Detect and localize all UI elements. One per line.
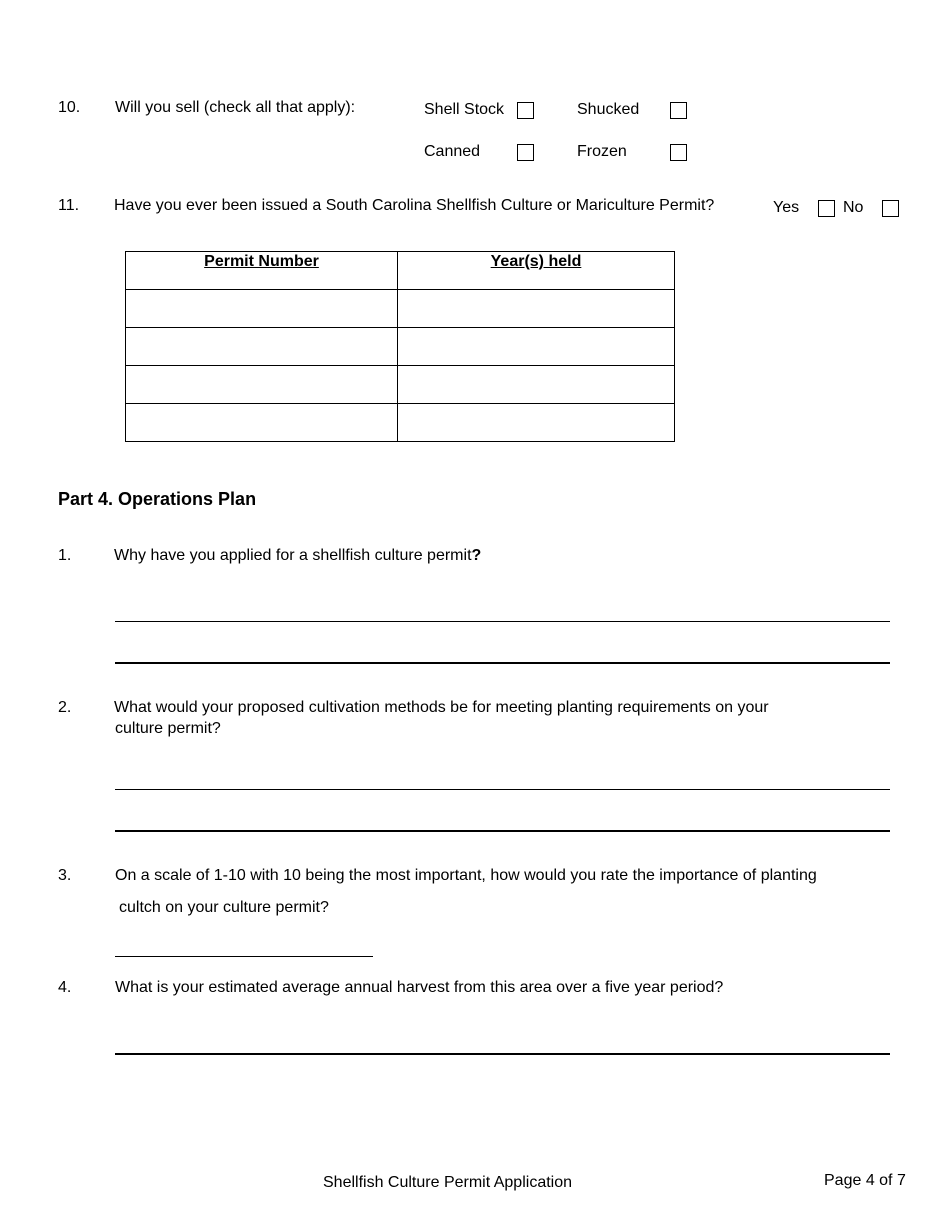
years-held-header: Year(s) held [398, 252, 675, 290]
option-shucked-label: Shucked [577, 101, 640, 118]
p4-q1-answer-line-1[interactable] [115, 621, 890, 622]
years-held-cell[interactable] [398, 366, 675, 404]
option-canned-label: Canned [424, 143, 481, 160]
table-row [126, 366, 675, 404]
table-row [126, 404, 675, 442]
option-shell-stock-label: Shell Stock [424, 101, 505, 118]
q11-no-checkbox[interactable] [882, 200, 899, 217]
years-held-cell[interactable] [398, 328, 675, 366]
table-row [126, 328, 675, 366]
permit-number-cell[interactable] [126, 290, 398, 328]
q11-no-label: No [843, 199, 864, 216]
table-header-row [126, 252, 675, 290]
shucked-checkbox[interactable] [670, 102, 687, 119]
q11-yes-checkbox[interactable] [818, 200, 835, 217]
permit-number-header: Permit Number [126, 252, 398, 290]
p4-q1-question-mark: ? [471, 547, 482, 564]
p4-q2-text-line2: culture permit? [115, 720, 221, 737]
permit-number-cell[interactable] [126, 366, 398, 404]
p4-q4-number: 4. [58, 979, 72, 996]
p4-q2-answer-line-1[interactable] [115, 789, 890, 790]
q11-yes-label: Yes [773, 199, 800, 216]
p4-q1-question: Why have you applied for a shellfish culture permit [114, 547, 472, 564]
q11-text: Have you ever been issued a South Carolina Shellfish Culture or Mariculture Permit? [114, 197, 715, 214]
p4-q1-text [114, 548, 481, 564]
p4-q3-text-line2: cultch on your culture permit? [119, 899, 329, 916]
q10-text: Will you sell (check all that apply): [115, 99, 356, 116]
years-held-cell[interactable] [398, 404, 675, 442]
p4-q4-text: What is your estimated average annual harvest from this area over a five year period? [115, 979, 724, 996]
permit-number-cell[interactable] [126, 404, 398, 442]
part4-heading: Part 4. Operations Plan [58, 489, 257, 509]
page-number: Page 4 of 7 [824, 1172, 906, 1189]
p4-q3-number: 3. [58, 867, 72, 884]
p4-q1-number: 1. [58, 547, 72, 564]
years-held-cell[interactable] [398, 290, 675, 328]
p4-q1-answer-line-2[interactable] [115, 662, 890, 664]
q10-number: 10. [58, 99, 81, 116]
option-frozen-label: Frozen [577, 143, 627, 160]
frozen-checkbox[interactable] [670, 144, 687, 161]
permit-number-cell[interactable] [126, 328, 398, 366]
p4-q2-answer-line-2[interactable] [115, 830, 890, 832]
p4-q2-text-line1: What would your proposed cultivation methods be for meeting planting requirements on your [114, 699, 769, 716]
permit-history-table [125, 251, 675, 442]
q11-number: 11. [58, 197, 80, 214]
p4-q3-answer-line[interactable] [115, 956, 373, 957]
shell-stock-checkbox[interactable] [517, 102, 534, 119]
footer-title: Shellfish Culture Permit Application [323, 1174, 573, 1191]
table-row [126, 290, 675, 328]
p4-q4-answer-line[interactable] [115, 1053, 890, 1055]
canned-checkbox[interactable] [517, 144, 534, 161]
p4-q2-number: 2. [58, 699, 72, 716]
p4-q3-text-line1: On a scale of 1-10 with 10 being the most important, how would you rate the importance of planting [115, 867, 817, 884]
